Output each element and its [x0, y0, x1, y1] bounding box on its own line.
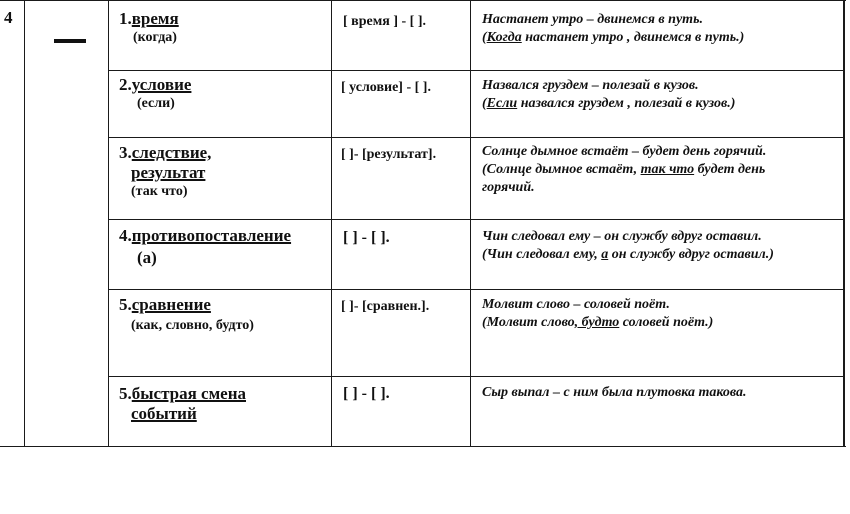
row-4-num: 4.: [119, 226, 132, 245]
row-6-example: Сыр выпал – с ним была плутовка такова.: [482, 385, 747, 400]
row-3-scheme: [ ]- [результат].: [341, 147, 437, 162]
row-5-scheme: [ ]- [сравнен.].: [341, 299, 430, 314]
table-top-border: [0, 0, 846, 1]
row-4-rewrite-pre: (Чин следовал ему,: [482, 247, 602, 262]
row-5-rewrite-pre: (Молвит слово: [482, 315, 575, 330]
row-5-num: 5.: [119, 295, 132, 314]
col-divider-2: [108, 0, 109, 447]
row-6-term-cell: [119, 384, 246, 424]
row-4-conj: (а): [137, 248, 157, 267]
col-divider-5: [843, 0, 845, 447]
row-4-term-cell: [119, 226, 291, 268]
row-3-example: Солнце дымное встаёт – будет день горячий.: [482, 144, 767, 159]
row-3-rewrite-rest: будет день: [694, 162, 766, 177]
table-bottom-border: [0, 446, 846, 447]
row-4-scheme: [ ] - [ ].: [343, 229, 390, 246]
col-divider-3: [331, 0, 332, 447]
row-1-num: 1.: [119, 9, 132, 28]
row-4-term: противопоставление: [131, 226, 292, 245]
row-6-num: 5.: [119, 384, 132, 403]
row-3-example-cell: [482, 143, 766, 197]
row-divider-3: [108, 219, 844, 220]
row-6-term-line2: событий: [131, 404, 197, 423]
row-4-example: Чин следовал ему – он службу вдруг оставил.: [482, 229, 762, 244]
row-divider-1: [108, 70, 844, 71]
row-5-rewrite-conj: , будто: [574, 315, 620, 330]
row-2-rewrite-open: (: [482, 96, 487, 111]
row-2-example-cell: [482, 77, 735, 113]
row-3-term-line1: следствие,: [131, 143, 212, 162]
row-divider-4: [108, 289, 844, 290]
row-1-term: время: [131, 9, 179, 28]
row-1-rewrite-rest: настанет утро , двинемся в путь.): [521, 30, 745, 45]
col-divider-4: [470, 0, 471, 447]
col-divider-1: [24, 0, 25, 447]
row-divider-5: [108, 376, 844, 377]
row-1-example-cell: [482, 11, 744, 47]
row-6-term-line1: быстрая смена: [131, 384, 246, 403]
row-2-example: Назвался груздем – полезай в кузов.: [482, 78, 699, 93]
row-1-conj: (когда): [133, 30, 177, 45]
row-divider-2: [108, 137, 844, 138]
row-number: 4: [4, 8, 13, 27]
row-3-term-cell: [119, 143, 211, 201]
row-6-scheme: [ ] - [ ].: [343, 385, 390, 402]
row-5-example-cell: [482, 296, 713, 332]
row-1-rewrite-conj: Когда: [486, 30, 522, 45]
row-3-num: 3.: [119, 143, 132, 162]
row-2-conj: (если): [137, 96, 175, 111]
row-5-example: Молвит слово – соловей поёт.: [482, 297, 670, 312]
row-3-term-line2: результат: [131, 163, 206, 182]
row-2-rewrite-rest: назвался груздем , полезай в кузов.): [517, 96, 736, 111]
row-1-scheme: [ время ] - [ ].: [343, 14, 426, 29]
row-3-rewrite-conj: так что: [640, 162, 695, 177]
row-4-example-cell: [482, 228, 774, 264]
row-2-term: условие: [131, 75, 192, 94]
row-1-example: Настанет утро – двинемся в путь.: [482, 12, 703, 27]
row-2-num: 2.: [119, 75, 132, 94]
row-2-rewrite-conj: Если: [486, 96, 518, 111]
row-1-rewrite-open: (: [482, 30, 487, 45]
row-3-rewrite-pre: (Солнце дымное встаёт,: [482, 162, 641, 177]
row-5-term: сравнение: [131, 295, 211, 314]
row-2-term-cell: [119, 75, 191, 113]
row-3-rewrite-line2: горячий.: [482, 180, 535, 195]
row-5-rewrite-rest: соловей поёт.): [619, 315, 714, 330]
row-5-conj: (как, словно, будто): [131, 318, 254, 333]
row-4-rewrite-conj: а: [601, 247, 609, 262]
row-4-rewrite-rest: он службу вдруг оставил.): [608, 247, 774, 262]
row-6-example-cell: [482, 384, 747, 402]
punctuation-dash: [54, 39, 86, 43]
row-2-scheme: [ условие] - [ ].: [341, 80, 431, 95]
row-1-term-cell: [119, 9, 179, 47]
row-5-term-cell: [119, 295, 254, 335]
row-3-conj: (так что): [131, 184, 188, 199]
